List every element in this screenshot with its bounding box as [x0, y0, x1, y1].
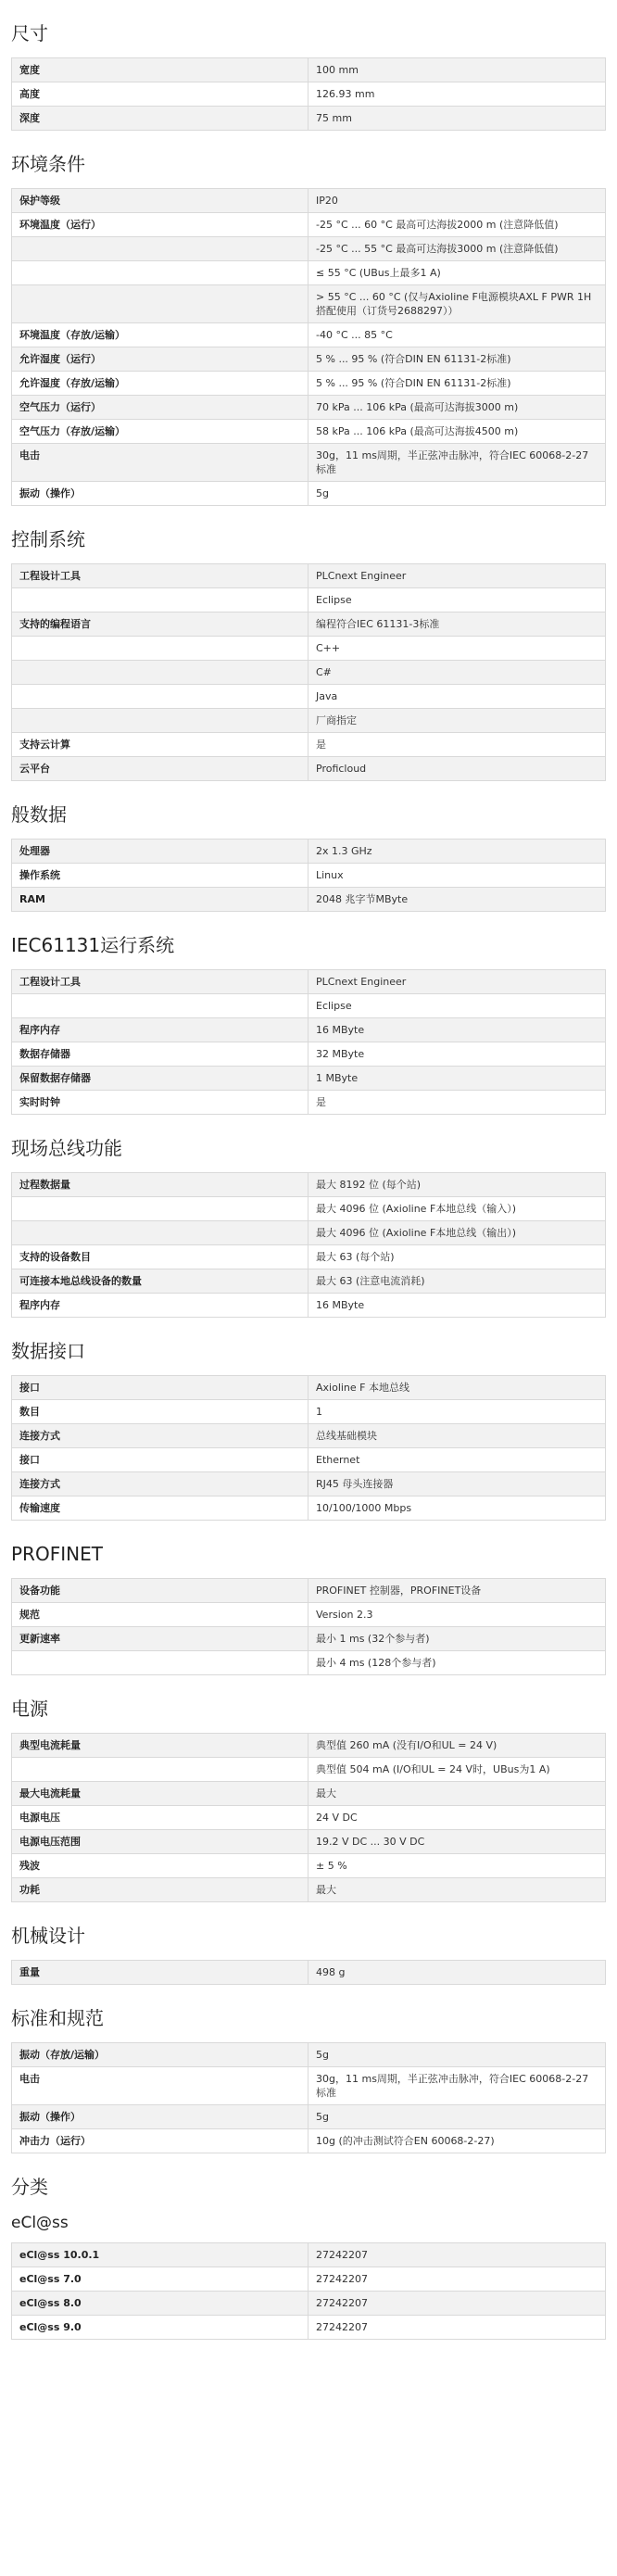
table-row: [12, 372, 606, 396]
spec-key: 可连接本地总线设备的数量: [12, 1269, 308, 1294]
table-row: [12, 1830, 606, 1854]
spec-key: 接口: [12, 1376, 308, 1400]
spec-value: 最小 1 ms (32个参与者): [308, 1627, 606, 1651]
table-row: [12, 1734, 606, 1758]
spec-key: 云平台: [12, 757, 308, 781]
table-row: [12, 261, 606, 285]
spec-value: 5g: [308, 482, 606, 506]
table-row: [12, 685, 606, 709]
table-row: [12, 757, 606, 781]
table-row: [12, 1961, 606, 1985]
spec-value: 5g: [308, 2105, 606, 2129]
spec-key: [12, 1221, 308, 1245]
spec-key: [12, 685, 308, 709]
spec-key: [12, 709, 308, 733]
spec-value: 498 g: [308, 1961, 606, 1985]
spec-key: 更新速率: [12, 1627, 308, 1651]
spec-value: 27242207: [308, 2292, 606, 2316]
table-row: [12, 661, 606, 685]
spec-key: eCl@ss 10.0.1: [12, 2243, 308, 2267]
spec-key: 宽度: [12, 58, 308, 82]
section-title: 分类: [11, 2176, 48, 2198]
table-row: [12, 1067, 606, 1091]
spec-key: 最大电流耗量: [12, 1782, 308, 1806]
spec-key: [12, 637, 308, 661]
table-row: [12, 1603, 606, 1627]
section-title: 般数据: [11, 803, 67, 826]
table-row: [12, 237, 606, 261]
table-row: [12, 107, 606, 131]
table-row: [12, 2267, 606, 2292]
spec-key: 振动（操作）: [12, 2105, 308, 2129]
spec-value: 5g: [308, 2043, 606, 2067]
spec-value: RJ45 母头连接器: [308, 1472, 606, 1496]
spec-value: 32 MByte: [308, 1042, 606, 1067]
table-row: [12, 1245, 606, 1269]
table-row: [12, 2129, 606, 2153]
spec-value: 5 % ... 95 % (符合DIN EN 61131-2标准): [308, 347, 606, 372]
spec-value: > 55 °C ... 60 °C (仅与Axioline F电源模块AXL F PWR 1H搭配使用（订货号2688297））: [308, 285, 606, 323]
table-row: [12, 864, 606, 888]
table-row: [12, 1173, 606, 1197]
table-row: [12, 1018, 606, 1042]
section-subtitle: eCl@ss: [11, 2214, 69, 2232]
spec-value: -25 °C ... 55 °C 最高可达海拔3000 m (注意降低值): [308, 237, 606, 261]
spec-value: Java: [308, 685, 606, 709]
spec-key: 支持云计算: [12, 733, 308, 757]
table-row: [12, 1854, 606, 1878]
spec-key: [12, 1651, 308, 1675]
spec-key: 工程设计工具: [12, 564, 308, 588]
spec-value: Linux: [308, 864, 606, 888]
spec-value: 30g，11 ms周期，半正弦冲击脉冲，符合IEC 60068-2-27标准: [308, 444, 606, 482]
table-row: [12, 2105, 606, 2129]
table-row: [12, 2292, 606, 2316]
spec-value: Ethernet: [308, 1448, 606, 1472]
section-title: 环境条件: [11, 153, 85, 175]
table-row: [12, 1269, 606, 1294]
table-row: [12, 994, 606, 1018]
spec-value: 最大 4096 位 (Axioline F本地总线（输出）): [308, 1221, 606, 1245]
spec-table: [11, 1578, 606, 1675]
section-title: 尺寸: [11, 22, 48, 44]
table-row: [12, 1091, 606, 1115]
spec-value: 16 MByte: [308, 1018, 606, 1042]
table-row: [12, 2067, 606, 2105]
table-row: [12, 1758, 606, 1782]
spec-value: -40 °C ... 85 °C: [308, 323, 606, 347]
table-row: [12, 1579, 606, 1603]
spec-table: [11, 57, 606, 131]
spec-section: [11, 1985, 606, 2153]
section-title: IEC61131运行系统: [11, 934, 175, 956]
spec-section: [11, 1902, 606, 1985]
spec-value: 1 MByte: [308, 1067, 606, 1091]
spec-key: [12, 661, 308, 685]
spec-table: [11, 2242, 606, 2340]
table-row: [12, 1651, 606, 1675]
section-title: 电源: [11, 1698, 48, 1720]
spec-section: [11, 1115, 606, 1318]
table-row: [12, 285, 606, 323]
table-row: [12, 564, 606, 588]
spec-value: 10g (的冲击测试符合EN 60068-2-27): [308, 2129, 606, 2153]
spec-key: 空气压力（运行）: [12, 396, 308, 420]
spec-key: 规范: [12, 1603, 308, 1627]
spec-key: 连接方式: [12, 1424, 308, 1448]
table-row: [12, 709, 606, 733]
spec-value: 19.2 V DC ... 30 V DC: [308, 1830, 606, 1854]
spec-section: [11, 1675, 606, 1902]
spec-value: 5 % ... 95 % (符合DIN EN 61131-2标准): [308, 372, 606, 396]
spec-value: 典型值 260 mA (没有I/O和UL = 24 V): [308, 1734, 606, 1758]
spec-key: 允许湿度（运行）: [12, 347, 308, 372]
spec-key: eCl@ss 8.0: [12, 2292, 308, 2316]
spec-value: Proficloud: [308, 757, 606, 781]
table-row: [12, 1782, 606, 1806]
spec-value: 最大 8192 位 (每个站): [308, 1173, 606, 1197]
spec-value: 2x 1.3 GHz: [308, 840, 606, 864]
spec-value: PLCnext Engineer: [308, 564, 606, 588]
spec-section: [11, 912, 606, 1115]
table-row: [12, 189, 606, 213]
spec-key: 振动（存放/运输）: [12, 2043, 308, 2067]
spec-key: [12, 261, 308, 285]
spec-key: 冲击力（运行）: [12, 2129, 308, 2153]
table-row: [12, 2043, 606, 2067]
spec-value: 75 mm: [308, 107, 606, 131]
spec-key: 保护等级: [12, 189, 308, 213]
table-row: [12, 420, 606, 444]
table-row: [12, 1472, 606, 1496]
spec-key: 过程数据量: [12, 1173, 308, 1197]
spec-section: [11, 0, 606, 131]
table-row: [12, 612, 606, 637]
spec-key: 数据存储器: [12, 1042, 308, 1067]
spec-table: [11, 188, 606, 506]
spec-key: 振动（操作）: [12, 482, 308, 506]
table-row: [12, 482, 606, 506]
spec-value: PLCnext Engineer: [308, 970, 606, 994]
table-row: [12, 2316, 606, 2340]
spec-value: 总线基础模块: [308, 1424, 606, 1448]
table-row: [12, 588, 606, 612]
table-row: [12, 58, 606, 82]
spec-section: [11, 506, 606, 781]
spec-key: [12, 994, 308, 1018]
spec-value: C#: [308, 661, 606, 685]
table-row: [12, 1294, 606, 1318]
spec-key: 操作系统: [12, 864, 308, 888]
table-row: [12, 1424, 606, 1448]
spec-key: 程序内存: [12, 1018, 308, 1042]
spec-value: 最大 4096 位 (Axioline F本地总线（输入）): [308, 1197, 606, 1221]
spec-key: 支持的编程语言: [12, 612, 308, 637]
spec-key: 功耗: [12, 1878, 308, 1902]
spec-value: 10/100/1000 Mbps: [308, 1496, 606, 1521]
spec-value: 典型值 504 mA (I/O和UL = 24 V时，UBus为1 A): [308, 1758, 606, 1782]
spec-value: 70 kPa ... 106 kPa (最高可达海拔3000 m): [308, 396, 606, 420]
spec-key: 允许湿度（存放/运输）: [12, 372, 308, 396]
section-title: 机械设计: [11, 1925, 85, 1947]
spec-value: 1: [308, 1400, 606, 1424]
spec-section: [11, 2153, 606, 2340]
section-title: 数据接口: [11, 1340, 85, 1362]
spec-key: 处理器: [12, 840, 308, 864]
table-row: [12, 1042, 606, 1067]
spec-value: PROFINET 控制器，PROFINET设备: [308, 1579, 606, 1603]
spec-key: 重量: [12, 1961, 308, 1985]
spec-value: Version 2.3: [308, 1603, 606, 1627]
spec-key: 数目: [12, 1400, 308, 1424]
spec-document: [11, 0, 606, 2340]
spec-section: [11, 1521, 606, 1675]
spec-key: eCl@ss 7.0: [12, 2267, 308, 2292]
table-row: [12, 1221, 606, 1245]
spec-value: 27242207: [308, 2316, 606, 2340]
table-row: [12, 840, 606, 864]
spec-value: 最小 4 ms (128个参与者): [308, 1651, 606, 1675]
spec-key: 空气压力（存放/运输）: [12, 420, 308, 444]
spec-key: [12, 1197, 308, 1221]
spec-key: 传输速度: [12, 1496, 308, 1521]
table-row: [12, 2243, 606, 2267]
spec-value: 是: [308, 1091, 606, 1115]
table-row: [12, 213, 606, 237]
spec-value: 编程符合IEC 61131-3标准: [308, 612, 606, 637]
spec-value: 最大: [308, 1878, 606, 1902]
table-row: [12, 1496, 606, 1521]
spec-value: 126.93 mm: [308, 82, 606, 107]
spec-table: [11, 563, 606, 781]
spec-key: RAM: [12, 888, 308, 912]
spec-value: 2048 兆字节MByte: [308, 888, 606, 912]
spec-key: [12, 1758, 308, 1782]
spec-key: 高度: [12, 82, 308, 107]
spec-value: 是: [308, 733, 606, 757]
spec-key: [12, 237, 308, 261]
spec-key: 残波: [12, 1854, 308, 1878]
table-row: [12, 82, 606, 107]
spec-value: 最大 63 (注意电流消耗): [308, 1269, 606, 1294]
table-row: [12, 1878, 606, 1902]
spec-table: [11, 969, 606, 1115]
table-row: [12, 970, 606, 994]
spec-key: 支持的设备数目: [12, 1245, 308, 1269]
spec-table: [11, 1375, 606, 1521]
spec-section: [11, 781, 606, 912]
table-row: [12, 733, 606, 757]
spec-value: 16 MByte: [308, 1294, 606, 1318]
spec-value: C++: [308, 637, 606, 661]
section-title: PROFINET: [11, 1543, 103, 1565]
table-row: [12, 444, 606, 482]
spec-value: IP20: [308, 189, 606, 213]
spec-table: [11, 1733, 606, 1902]
spec-value: Eclipse: [308, 588, 606, 612]
table-row: [12, 396, 606, 420]
spec-key: 环境温度（存放/运输）: [12, 323, 308, 347]
spec-value: 27242207: [308, 2243, 606, 2267]
spec-key: 电源电压: [12, 1806, 308, 1830]
spec-key: 程序内存: [12, 1294, 308, 1318]
spec-value: 最大: [308, 1782, 606, 1806]
table-row: [12, 323, 606, 347]
spec-value: Eclipse: [308, 994, 606, 1018]
table-row: [12, 1400, 606, 1424]
table-row: [12, 637, 606, 661]
spec-value: 24 V DC: [308, 1806, 606, 1830]
spec-value: ± 5 %: [308, 1854, 606, 1878]
spec-key: 实时时钟: [12, 1091, 308, 1115]
spec-table: [11, 839, 606, 912]
spec-key: 深度: [12, 107, 308, 131]
spec-key: 保留数据存储器: [12, 1067, 308, 1091]
table-row: [12, 1197, 606, 1221]
spec-table: [11, 1960, 606, 1985]
spec-key: 电击: [12, 444, 308, 482]
spec-table: [11, 2042, 606, 2153]
spec-key: [12, 588, 308, 612]
section-title: 现场总线功能: [11, 1137, 122, 1159]
spec-section: [11, 1318, 606, 1521]
table-row: [12, 1806, 606, 1830]
spec-value: 最大 63 (每个站): [308, 1245, 606, 1269]
spec-key: eCl@ss 9.0: [12, 2316, 308, 2340]
spec-value: 58 kPa ... 106 kPa (最高可达海拔4500 m): [308, 420, 606, 444]
spec-key: 设备功能: [12, 1579, 308, 1603]
spec-table: [11, 1172, 606, 1318]
section-title: 控制系统: [11, 528, 85, 550]
spec-value: 100 mm: [308, 58, 606, 82]
table-row: [12, 1376, 606, 1400]
spec-value: 厂商指定: [308, 709, 606, 733]
spec-value: -25 °C ... 60 °C 最高可达海拔2000 m (注意降低值): [308, 213, 606, 237]
spec-value: 30g，11 ms周期，半正弦冲击脉冲，符合IEC 60068-2-27标准: [308, 2067, 606, 2105]
spec-key: 环境温度（运行）: [12, 213, 308, 237]
table-row: [12, 1448, 606, 1472]
table-row: [12, 1627, 606, 1651]
spec-key: [12, 285, 308, 323]
spec-value: Axioline F 本地总线: [308, 1376, 606, 1400]
table-row: [12, 347, 606, 372]
section-title: 标准和规范: [11, 2007, 104, 2029]
spec-key: 典型电流耗量: [12, 1734, 308, 1758]
spec-value: ≤ 55 °C (UBus上最多1 A): [308, 261, 606, 285]
spec-key: 电源电压范围: [12, 1830, 308, 1854]
spec-key: 连接方式: [12, 1472, 308, 1496]
spec-key: 电击: [12, 2067, 308, 2105]
table-row: [12, 888, 606, 912]
spec-section: [11, 131, 606, 506]
spec-key: 接口: [12, 1448, 308, 1472]
spec-value: 27242207: [308, 2267, 606, 2292]
spec-key: 工程设计工具: [12, 970, 308, 994]
